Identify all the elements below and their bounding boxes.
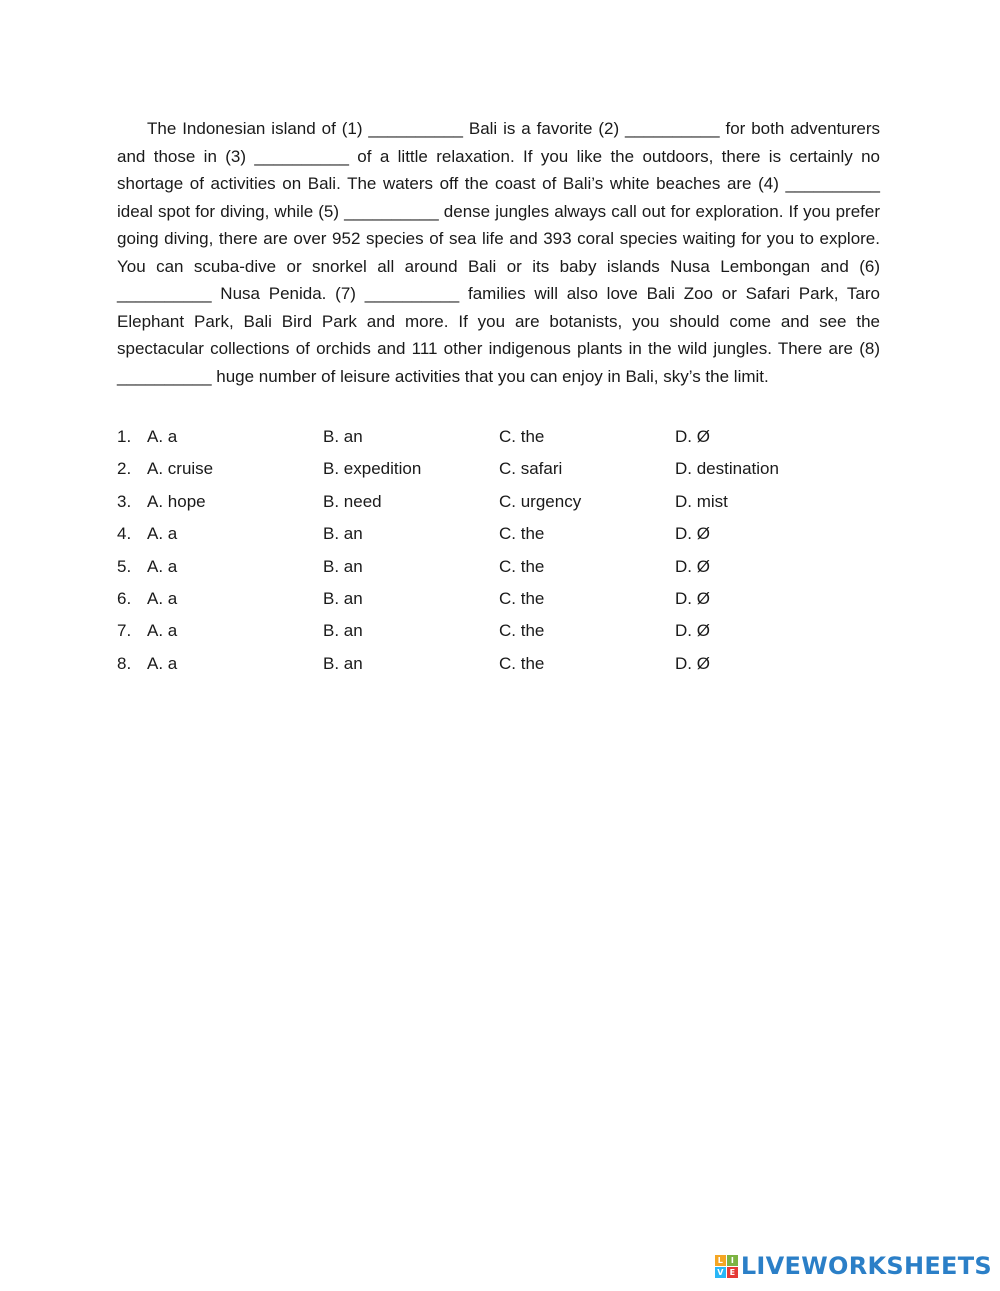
question-row-7 (117, 615, 880, 647)
option-c[interactable]: C. the (499, 588, 545, 608)
answer-options-list (117, 421, 880, 680)
option-a[interactable]: A. hope (147, 491, 206, 511)
question-number: 8. (117, 653, 132, 673)
option-a[interactable]: A. a (147, 621, 178, 641)
option-b[interactable]: B. an (323, 427, 363, 446)
option-c[interactable]: C. the (499, 653, 545, 673)
question-row-3 (117, 486, 880, 518)
reading-passage: The Indonesian island of (1) __________ Bali is a favorite (2) __________ for both adventurers and those in (3) __________ of a little relaxation. If you like the outdoors, there is certainly no shortage of activities on Bali. The waters off the coast of Bali’s white beaches are (4) __________ ideal spot for diving, while (5) __________ dense jungles always call out for exploration. If you prefer going diving, there are over 952 species of sea life and 393 coral species waiting for you to explore. You can scuba-dive or snorkel all around Bali or its baby islands Nusa Lembongan and (6) __________ Nusa Penida. (7) __________ families will also love Bali Zoo or Safari Park, Taro Elephant Park, Bali Bird Park and more. If you are botanists, you should come and see the spectacular collections of orchids and 111 other indigenous plants in the wild jungles. There are (8) __________ huge number of leisure activities that you can enjoy in Bali, sky’s the limit. (117, 119, 880, 386)
option-a[interactable]: A. a (147, 524, 178, 544)
option-a[interactable]: A. a (147, 427, 178, 446)
option-b[interactable]: B. expedition (323, 459, 422, 479)
option-b[interactable]: B. an (323, 653, 363, 673)
option-a[interactable]: A. cruise (147, 459, 214, 479)
option-c[interactable]: C. the (499, 524, 545, 544)
option-c[interactable]: C. the (499, 427, 545, 446)
option-a[interactable]: A. a (147, 653, 178, 673)
option-b[interactable]: B. an (323, 588, 363, 608)
question-number: 3. (117, 491, 132, 511)
option-b[interactable]: B. need (323, 491, 382, 511)
question-row-6 (117, 583, 880, 615)
question-row-1 (117, 421, 880, 453)
option-d[interactable]: D. Ø (675, 621, 710, 641)
option-d[interactable]: D. destination (675, 459, 779, 479)
option-d[interactable]: D. Ø (675, 524, 710, 544)
option-c[interactable]: C. the (499, 621, 545, 641)
option-b[interactable]: B. an (323, 524, 363, 544)
logo-wordmark: LIVEWORKSHEETS (740, 1252, 992, 1280)
logo-mark-letter: E (727, 1267, 738, 1278)
option-c[interactable]: C. safari (499, 459, 563, 479)
question-number: 7. (117, 621, 132, 641)
question-number: 2. (117, 459, 132, 479)
logo-icon (715, 1255, 738, 1278)
question-row-2 (117, 453, 880, 485)
question-row-5 (117, 551, 880, 583)
question-number: 5. (117, 556, 132, 576)
option-b[interactable]: B. an (323, 621, 363, 641)
logo-mark-letter: V (715, 1267, 726, 1278)
option-d[interactable]: D. Ø (675, 556, 710, 576)
logo-mark-letter: I (727, 1255, 738, 1266)
question-row-4 (117, 518, 880, 550)
option-c[interactable]: C. the (499, 556, 545, 576)
question-number: 1. (117, 427, 132, 446)
logo-mark-letter: L (715, 1255, 726, 1266)
option-a[interactable]: A. a (147, 556, 178, 576)
option-d[interactable]: D. Ø (675, 588, 710, 608)
option-a[interactable]: A. a (147, 588, 178, 608)
option-d[interactable]: D. mist (675, 491, 728, 511)
question-row-8 (117, 648, 880, 680)
option-d[interactable]: D. Ø (675, 653, 710, 673)
option-b[interactable]: B. an (323, 556, 363, 576)
question-number: 6. (117, 588, 132, 608)
option-c[interactable]: C. urgency (499, 491, 582, 511)
option-d[interactable]: D. Ø (675, 427, 710, 446)
liveworksheets-logo (715, 1251, 992, 1281)
question-number: 4. (117, 524, 132, 544)
